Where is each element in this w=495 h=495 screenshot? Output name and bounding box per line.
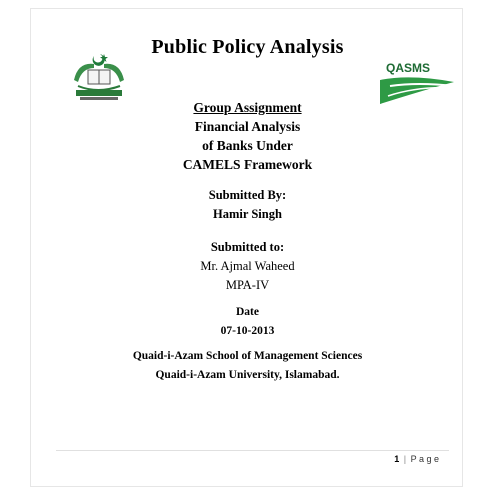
- date-block: [0, 303, 495, 341]
- institution-line-1: Quaid-i-Azam School of Management Sciences: [132, 350, 363, 362]
- submitted-to-name: Mr. Ajmal Waheed: [200, 259, 295, 273]
- assignment-label: Group Assignment: [193, 100, 302, 115]
- submitted-to-label: Submitted to:: [210, 240, 285, 254]
- submitted-to-block: [0, 238, 495, 295]
- date-value: 07-10-2013: [220, 325, 275, 337]
- topic-line-1: Financial Analysis: [194, 119, 301, 134]
- page-number-separator: |: [403, 454, 407, 464]
- submitted-by-name: Hamir Singh: [213, 207, 282, 221]
- topic-line-2: of Banks Under: [202, 138, 293, 153]
- topic-line-3: CAMELS Framework: [182, 157, 313, 172]
- submitted-by-block: [0, 186, 495, 224]
- institution-line-2: Quaid-i-Azam University, Islamabad.: [155, 369, 340, 381]
- submitted-by-label: Submitted By:: [208, 188, 287, 202]
- page-number-value: 1: [394, 454, 400, 464]
- page-label: P a g e: [410, 454, 439, 464]
- qasms-logo-text: QASMS: [386, 61, 431, 75]
- date-label: Date: [236, 306, 259, 318]
- page-number: [394, 454, 439, 464]
- submitted-to-class: MPA-IV: [225, 278, 270, 292]
- institution-block: [0, 347, 495, 385]
- footer-rule: [56, 450, 449, 451]
- university-seal-icon: [66, 50, 132, 102]
- document-title: Public Policy Analysis: [151, 36, 344, 58]
- assignment-block: [0, 98, 495, 174]
